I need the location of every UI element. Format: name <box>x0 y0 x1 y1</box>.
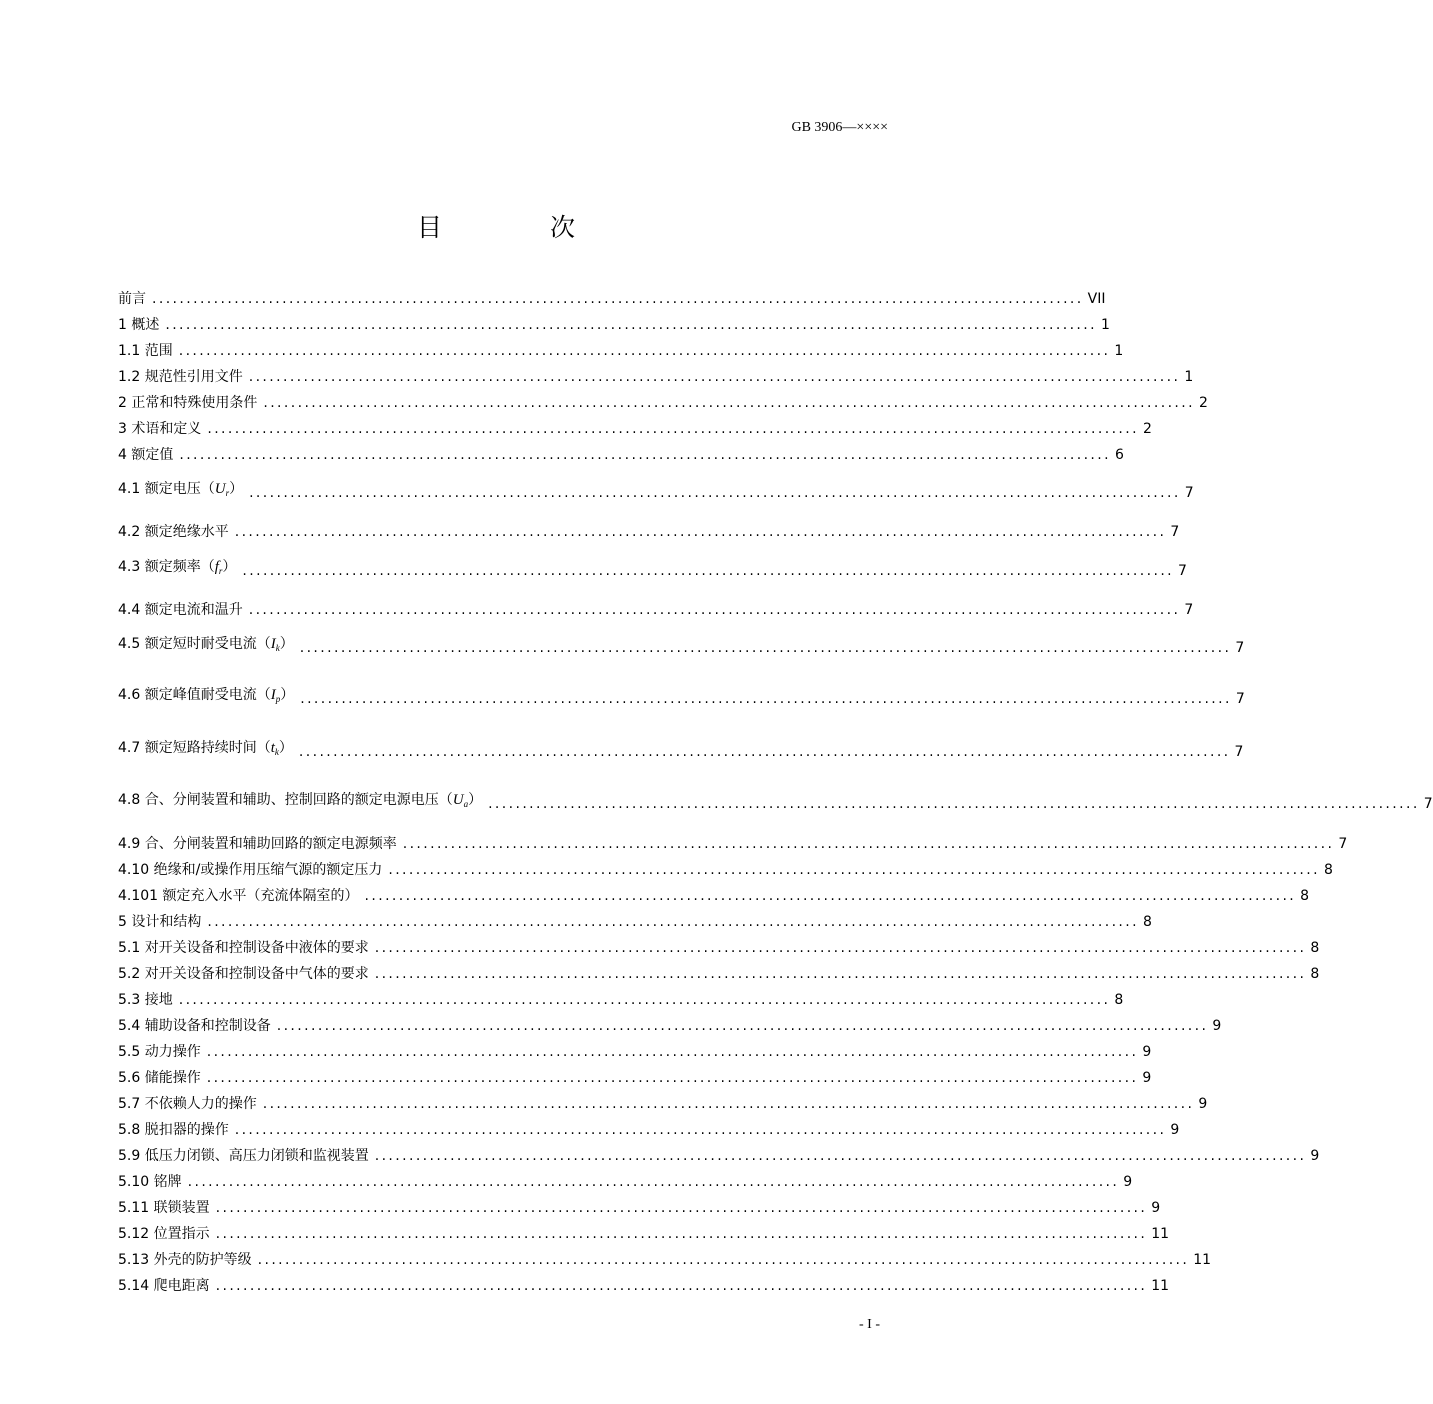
toc-entry-label: 5.12 位置指示 <box>118 1226 210 1242</box>
toc-entry-label: 4.7 额定短路持续时间$(t_k)$ <box>118 740 293 757</box>
dot-leader: ........................................................................................................................................ <box>262 1096 1195 1112</box>
toc-entry[interactable] <box>118 342 1124 360</box>
toc-entry-label: 1.1 范围 <box>118 343 173 359</box>
toc-entry[interactable] <box>118 394 1208 412</box>
toc-entry[interactable] <box>118 1043 1152 1061</box>
toc-entry[interactable] <box>118 1017 1222 1035</box>
dot-leader: ........................................................................................................................................ <box>276 1018 1209 1034</box>
toc-entry[interactable] <box>118 636 1245 657</box>
toc-entry-page: 1 <box>1114 343 1124 359</box>
toc-entry[interactable] <box>118 835 1348 853</box>
toc-entry-label: 5.10 铭牌 <box>118 1174 182 1190</box>
dot-leader: ........................................................................................................................................ <box>374 966 1307 982</box>
toc-entry-label: 5.8 脱扣器的操作 <box>118 1122 229 1138</box>
toc-entry-page: 7 <box>1235 691 1245 707</box>
symbol-subscript: k <box>275 643 280 653</box>
toc-entry-page: 7 <box>1235 640 1245 656</box>
dot-leader: ........................................................................................................................................ <box>364 888 1297 904</box>
dot-leader: ........................................................................................................................................ <box>300 691 1232 707</box>
toc-entry-label: 4 额定值 <box>118 447 174 463</box>
dot-leader: ........................................................................................................................................ <box>249 485 1181 501</box>
dot-leader: ........................................................................................................................................ <box>215 1200 1148 1216</box>
dot-leader: ........................................................................................................................................ <box>207 914 1139 930</box>
dot-leader: ........................................................................................................................................ <box>263 395 1195 411</box>
dot-leader: ........................................................................................................................................ <box>178 343 1111 359</box>
symbol-subscript: k <box>274 747 279 757</box>
toc-entry[interactable] <box>118 1225 1170 1243</box>
toc-entry-label: 4.4 额定电流和温升 <box>118 602 243 618</box>
dot-leader: ........................................................................................................................................ <box>187 1174 1120 1190</box>
toc-entry-label: 4.101 额定充入水平（充流体隔室的） <box>118 888 359 904</box>
symbol-subscript: r <box>218 566 223 576</box>
toc-entry-page: 11 <box>1151 1226 1170 1242</box>
toc-entry-page: 8 <box>1323 862 1333 878</box>
toc-entry-label: 4.3 额定频率$(f_r)$ <box>118 559 237 576</box>
dot-leader: ........................................................................................................................................ <box>179 447 1111 463</box>
dot-leader: ........................................................................................................................................ <box>206 1044 1139 1060</box>
dot-leader: ........................................................................................................................................ <box>206 1070 1139 1086</box>
dot-leader: ........................................................................................................................................ <box>299 640 1232 656</box>
symbol: t <box>270 740 275 756</box>
toc-entry[interactable] <box>118 290 1106 308</box>
toc-title: 目 次 <box>417 213 625 242</box>
symbol-subscript: r <box>225 488 230 498</box>
toc-entry[interactable] <box>118 991 1124 1009</box>
toc-entry-label: 4.10 绝缘和/或操作用压缩气源的额定压力 <box>118 862 383 878</box>
toc-entry[interactable] <box>118 1147 1320 1165</box>
toc-entry-label: 1.2 规范性引用文件 <box>118 369 243 385</box>
toc-entry-label: 5.9 低压力闭锁、高压力闭锁和监视装置 <box>118 1148 369 1164</box>
toc-entry[interactable] <box>118 740 1244 761</box>
dot-leader: ........................................................................................................................................ <box>242 563 1175 579</box>
toc-entry-label: 4.8 合、分闸装置和辅助、控制回路的额定电源电压$(U_a)$ <box>118 792 483 809</box>
toc-entry[interactable] <box>118 481 1194 502</box>
toc-entry-page: 6 <box>1115 447 1124 463</box>
dot-leader: ........................................................................................................................................ <box>215 1278 1148 1294</box>
toc-entry[interactable] <box>118 368 1194 386</box>
dot-leader: ........................................................................................................................................ <box>388 862 1320 878</box>
toc-entry-page: 9 <box>1151 1200 1161 1216</box>
toc-entry[interactable] <box>118 316 1110 334</box>
toc-entry-page: 7 <box>1184 485 1194 501</box>
toc-entry-page: 7 <box>1178 563 1187 579</box>
toc-entry[interactable] <box>118 1199 1161 1217</box>
dot-leader: ........................................................................................................................................ <box>248 602 1181 618</box>
toc-entry[interactable] <box>118 965 1320 983</box>
toc-entry-page: VII <box>1087 291 1106 307</box>
dot-leader: ........................................................................................................................................ <box>248 369 1181 385</box>
symbol-subscript: a <box>463 799 469 809</box>
dot-leader: ........................................................................................................................................ <box>207 421 1139 437</box>
toc-entry-label: 5.2 对开关设备和控制设备中气体的要求 <box>118 966 369 982</box>
toc-entry[interactable] <box>118 1121 1180 1139</box>
toc-entry-page: 7 <box>1338 836 1348 852</box>
toc-entry-label: 3 术语和定义 <box>118 421 202 437</box>
toc-entry-label: 5.4 辅助设备和控制设备 <box>118 1018 271 1034</box>
toc-entry-page: 8 <box>1300 888 1310 904</box>
toc-entry-label: 5.3 接地 <box>118 992 173 1008</box>
dot-leader: ........................................................................................................................................ <box>257 1252 1190 1268</box>
toc-entry[interactable] <box>118 601 1194 619</box>
toc-entry[interactable] <box>118 1173 1133 1191</box>
toc-entry-label: 5.13 外壳的防护等级 <box>118 1252 252 1268</box>
toc-entry-page: 9 <box>1123 1174 1133 1190</box>
toc-entry-label: 2 正常和特殊使用条件 <box>118 395 258 411</box>
symbol: I <box>270 687 276 703</box>
dot-leader: ........................................................................................................................................ <box>152 291 1084 307</box>
toc-entry[interactable] <box>118 687 1245 708</box>
toc-entry-page: 7 <box>1184 602 1194 618</box>
dot-leader: ........................................................................................................................................ <box>234 1122 1167 1138</box>
document-code: GB 3906—×××× <box>791 120 888 135</box>
toc-entry-label: 5.5 动力操作 <box>118 1044 201 1060</box>
toc-entry-label: 5.7 不依赖人力的操作 <box>118 1096 257 1112</box>
toc-entry-label: 5.14 爬电距离 <box>118 1278 210 1294</box>
table-of-contents <box>118 290 1433 1295</box>
toc-entry-label: 5.11 联锁装置 <box>118 1200 210 1216</box>
toc-entry-page: 2 <box>1143 421 1152 437</box>
toc-entry-page: 9 <box>1142 1044 1152 1060</box>
dot-leader: ........................................................................................................................................ <box>234 524 1167 540</box>
toc-entry-label: 4.2 额定绝缘水平 <box>118 524 229 540</box>
toc-entry[interactable] <box>118 559 1187 580</box>
toc-entry-page: 9 <box>1212 1018 1222 1034</box>
toc-entry-page: 11 <box>1193 1252 1212 1268</box>
toc-entry-label: 前言 <box>118 291 146 307</box>
toc-entry-page: 9 <box>1310 1148 1320 1164</box>
toc-entry-page: 9 <box>1198 1096 1208 1112</box>
toc-entry[interactable] <box>118 523 1180 541</box>
toc-entry-label: 4.1 额定电压$(U_r)$ <box>118 481 244 498</box>
symbol: I <box>270 636 276 652</box>
toc-entry[interactable] <box>118 420 1152 438</box>
toc-entry[interactable] <box>118 1095 1208 1113</box>
toc-entry-page: 9 <box>1170 1122 1180 1138</box>
symbol: f <box>214 559 219 575</box>
toc-entry-page: 11 <box>1151 1278 1170 1294</box>
toc-entry-label: 1 概述 <box>118 317 160 333</box>
toc-entry-page: 7 <box>1170 524 1180 540</box>
symbol-subscript: p <box>275 694 281 704</box>
symbol: U <box>214 481 226 497</box>
toc-entry-page: 9 <box>1142 1070 1152 1086</box>
toc-entry-page: 8 <box>1143 914 1152 930</box>
dot-leader: ........................................................................................................................................ <box>178 992 1111 1008</box>
toc-entry-label: 5 设计和结构 <box>118 914 202 930</box>
dot-leader: ........................................................................................................................................ <box>215 1226 1148 1242</box>
toc-entry[interactable] <box>118 1251 1212 1269</box>
dot-leader: ........................................................................................................................................ <box>374 1148 1307 1164</box>
toc-entry-page: 1 <box>1184 369 1194 385</box>
dot-leader: ........................................................................................................................................ <box>488 796 1420 812</box>
toc-entry-page: 2 <box>1199 395 1208 411</box>
toc-entry-label: 5.1 对开关设备和控制设备中液体的要求 <box>118 940 369 956</box>
toc-entry-label: 4.9 合、分闸装置和辅助回路的额定电源频率 <box>118 836 397 852</box>
toc-entry-label: 5.6 储能操作 <box>118 1070 201 1086</box>
toc-entry[interactable] <box>118 913 1152 931</box>
dot-leader: ........................................................................................................................................ <box>402 836 1335 852</box>
toc-entry[interactable] <box>118 861 1333 879</box>
toc-entry-label: 4.6 额定峰值耐受电流$(I_p)$ <box>118 687 295 704</box>
toc-entry[interactable] <box>118 1069 1152 1087</box>
toc-entry-page: 7 <box>1423 796 1433 812</box>
toc-entry-page: 8 <box>1310 940 1320 956</box>
toc-entry-page: 8 <box>1114 992 1124 1008</box>
symbol: U <box>452 792 464 808</box>
toc-entry-page: 1 <box>1101 317 1110 333</box>
dot-leader: ........................................................................................................................................ <box>374 940 1307 956</box>
toc-entry-page: 7 <box>1234 744 1244 760</box>
dot-leader: ........................................................................................................................................ <box>165 317 1097 333</box>
page-number: - I - <box>859 1317 880 1332</box>
toc-entry[interactable] <box>118 446 1124 464</box>
toc-entry-label: 4.5 额定短时耐受电流$(I_k)$ <box>118 636 294 653</box>
toc-entry[interactable] <box>118 887 1310 905</box>
toc-entry[interactable] <box>118 1277 1170 1295</box>
toc-entry[interactable] <box>118 792 1433 813</box>
toc-entry-page: 8 <box>1310 966 1320 982</box>
toc-entry[interactable] <box>118 939 1320 957</box>
dot-leader: ........................................................................................................................................ <box>298 744 1231 760</box>
